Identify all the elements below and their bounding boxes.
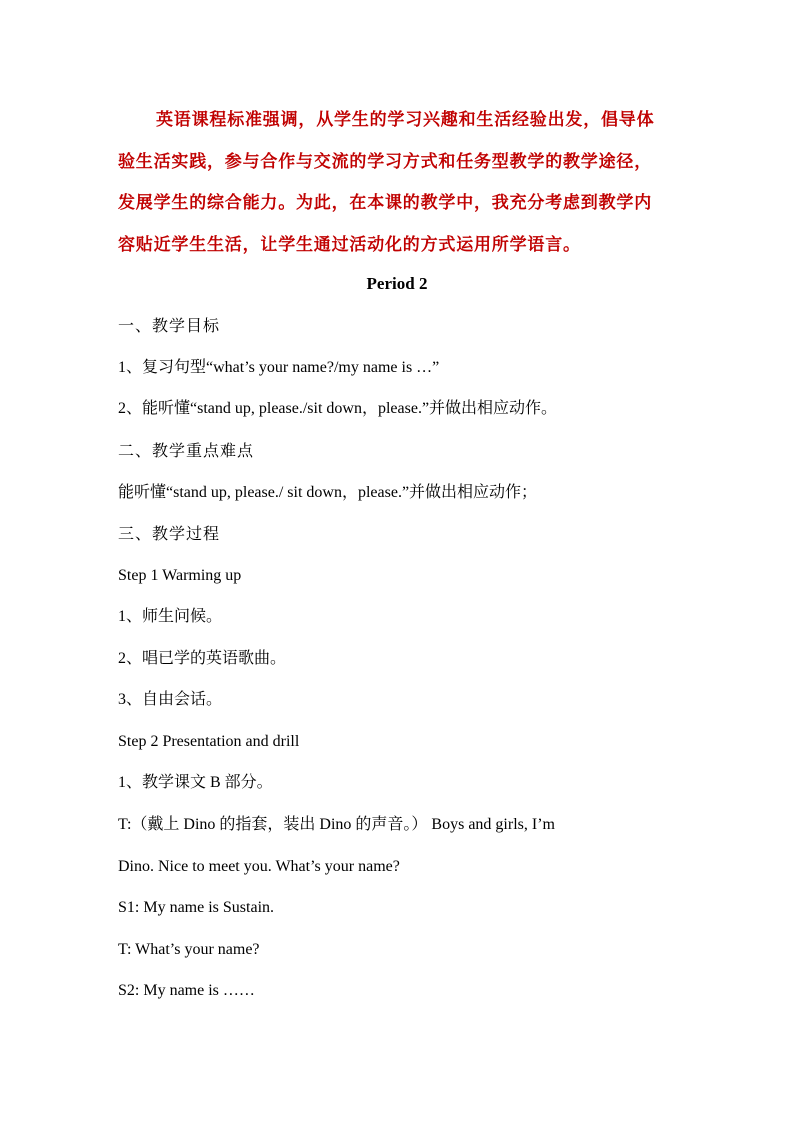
dialogue-line: Dino. Nice to meet you. What’s your name?: [118, 858, 400, 875]
step-2-title: Step 2 Presentation and drill: [118, 733, 300, 750]
intro-line: 验生活实践，参与合作与交流的学习方式和任务型教学的教学途径，: [118, 151, 652, 172]
step-1-title: Step 1 Warming up: [118, 567, 242, 584]
step-1-item-3: 3、自由会话。: [118, 691, 223, 708]
dialogue-line: T: What’s your name?: [118, 941, 260, 958]
objective-item-2: 2、能听懂“stand up, please./sit down，please.”并做出相应动作。: [118, 400, 558, 417]
dialogue-line: S2: My name is ……: [118, 982, 255, 999]
objectives-heading: 一、教学目标: [118, 316, 221, 335]
dialogue-line: T:（戴上 Dino 的指套，装出 Dino 的声音。） Boys and girls, I’m: [118, 816, 555, 833]
intro-line: 英语课程标准强调，从学生的学习兴趣和生活经验出发，倡导体: [156, 110, 655, 130]
key-points-heading: 二、教学重点难点: [118, 441, 255, 460]
intro-line: 发展学生的综合能力。为此，在本课的教学中，我充分考虑到教学内: [118, 193, 652, 213]
step-2-item-1: 1、教学课文 B 部分。: [118, 774, 273, 791]
step-1-item-2: 2、唱已学的英语歌曲。: [118, 650, 287, 667]
period-title: Period 2: [366, 274, 428, 293]
step-1-item-1: 1、师生问候。: [118, 608, 223, 625]
objective-item-1: 1、复习句型“what’s your name?/my name is …”: [118, 359, 440, 376]
intro-paragraph: [118, 100, 680, 266]
dialogue-line: S1: My name is Sustain.: [118, 899, 275, 916]
intro-line: 容贴近学生生活，让学生通过活动化的方式运用所学语言。: [118, 234, 581, 255]
key-points-text: 能听懂“stand up, please./ sit down，please.”并做出相应动作；: [118, 484, 538, 501]
process-heading: 三、教学过程: [118, 524, 221, 543]
